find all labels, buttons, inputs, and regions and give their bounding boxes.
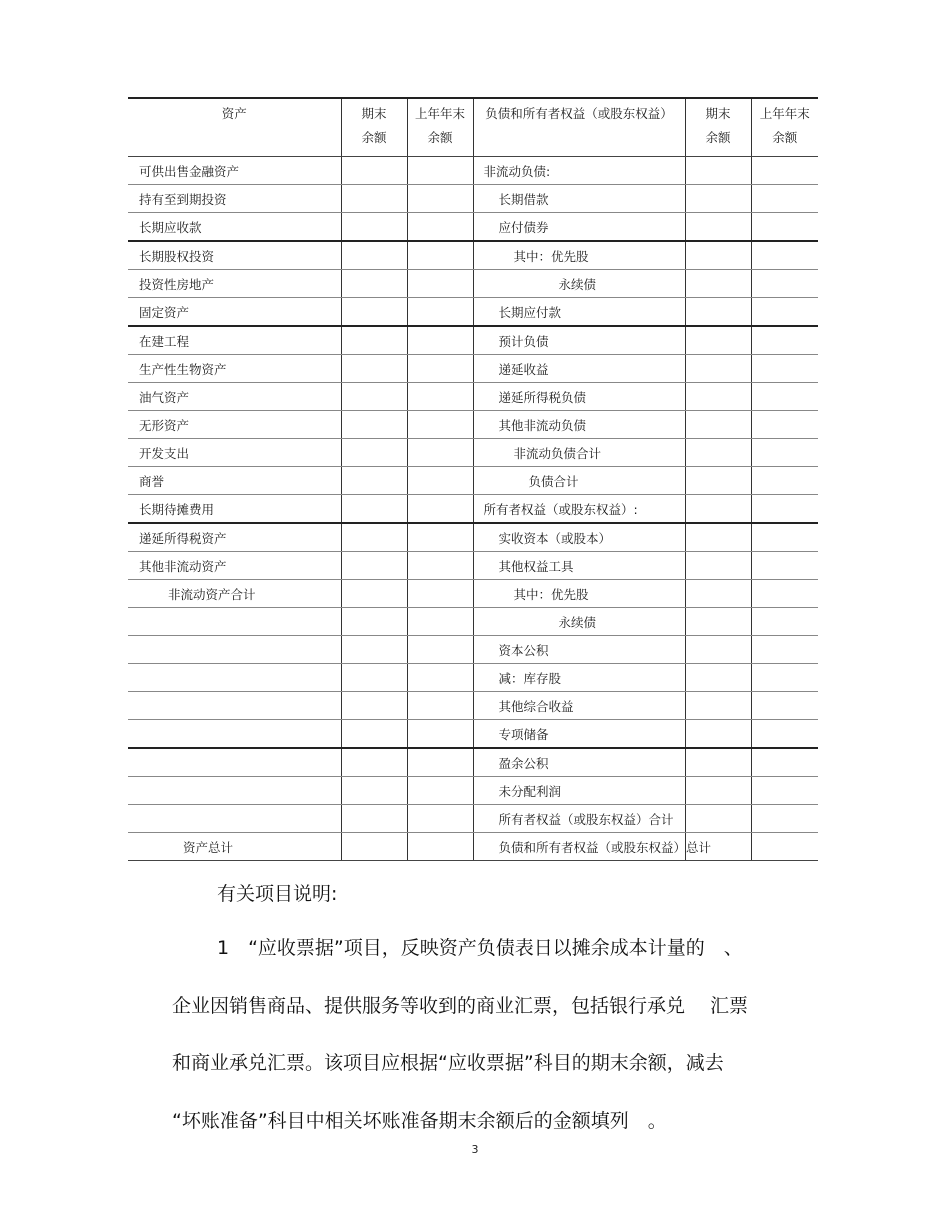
liability-label: 递延收益 xyxy=(473,355,685,383)
value-cell xyxy=(751,157,818,185)
value-cell xyxy=(685,580,751,608)
table-row xyxy=(128,213,818,242)
asset-label xyxy=(128,720,341,749)
value-cell xyxy=(407,383,473,411)
value-cell xyxy=(407,298,473,327)
header-prev-balance: 上年年末 余额 xyxy=(407,98,473,157)
liability-label: 其他权益工具 xyxy=(473,552,685,580)
value-cell xyxy=(341,185,407,213)
table-row xyxy=(128,298,818,327)
asset-label: 无形资产 xyxy=(128,411,341,439)
asset-label: 长期待摊费用 xyxy=(128,495,341,524)
liability-label: 永续债 xyxy=(473,608,685,636)
value-cell xyxy=(341,383,407,411)
liability-label: 应付债券 xyxy=(473,213,685,242)
liability-label: 长期应付款 xyxy=(473,298,685,327)
value-cell xyxy=(407,580,473,608)
value-cell xyxy=(751,777,818,805)
value-cell xyxy=(341,833,407,861)
value-cell xyxy=(685,777,751,805)
asset-label: 递延所得税资产 xyxy=(128,523,341,552)
liability-label: 专项储备 xyxy=(473,720,685,749)
value-cell xyxy=(751,495,818,524)
table-row xyxy=(128,664,818,692)
value-cell xyxy=(685,552,751,580)
table-row xyxy=(128,270,818,298)
liability-label: 非流动负债: xyxy=(473,157,685,185)
value-cell xyxy=(751,580,818,608)
header-prev-balance-2: 上年年末 余额 xyxy=(751,98,818,157)
page-number: 3 xyxy=(471,1143,479,1156)
value-cell xyxy=(341,552,407,580)
liability-label: 减：库存股 xyxy=(473,664,685,692)
value-cell xyxy=(685,439,751,467)
value-cell xyxy=(341,355,407,383)
liability-label: 盈余公积 xyxy=(473,748,685,777)
notes-heading: 有关项目说明: xyxy=(217,883,338,905)
value-cell xyxy=(341,411,407,439)
liability-label: 资本公积 xyxy=(473,636,685,664)
table-row xyxy=(128,467,818,495)
value-cell xyxy=(751,439,818,467)
value-cell xyxy=(751,833,818,861)
table-row xyxy=(128,411,818,439)
asset-label: 其他非流动资产 xyxy=(128,552,341,580)
table-row xyxy=(128,777,818,805)
value-cell xyxy=(341,326,407,355)
asset-label: 固定资产 xyxy=(128,298,341,327)
table-row xyxy=(128,805,818,833)
value-cell xyxy=(407,185,473,213)
asset-label xyxy=(128,608,341,636)
value-cell xyxy=(407,326,473,355)
value-cell xyxy=(407,608,473,636)
asset-label xyxy=(128,748,341,777)
value-cell xyxy=(751,411,818,439)
value-cell xyxy=(751,523,818,552)
value-cell xyxy=(751,467,818,495)
value-cell xyxy=(751,185,818,213)
value-cell xyxy=(341,720,407,749)
liability-label: 负债合计 xyxy=(473,467,685,495)
value-cell xyxy=(685,805,751,833)
value-cell xyxy=(407,664,473,692)
value-cell xyxy=(685,636,751,664)
notes-paragraph-line: 和商业承兑汇票。该项目应根据“应收票据”科目的期末余额，减去 xyxy=(172,1052,724,1074)
asset-label: 资产总计 xyxy=(128,833,341,861)
asset-label: 商誉 xyxy=(128,467,341,495)
asset-label: 可供出售金融资产 xyxy=(128,157,341,185)
value-cell xyxy=(685,298,751,327)
value-cell xyxy=(751,298,818,327)
liability-label: 其中：优先股 xyxy=(473,241,685,270)
value-cell xyxy=(341,777,407,805)
value-cell xyxy=(407,833,473,861)
value-cell xyxy=(685,664,751,692)
table-row xyxy=(128,833,818,861)
liability-label: 实收资本（或股本） xyxy=(473,523,685,552)
value-cell xyxy=(751,636,818,664)
liability-label: 未分配利润 xyxy=(473,777,685,805)
value-cell xyxy=(341,664,407,692)
value-cell xyxy=(407,805,473,833)
header-end-balance-2: 期末 余额 xyxy=(685,98,751,157)
table-row xyxy=(128,495,818,524)
asset-label: 油气资产 xyxy=(128,383,341,411)
notes-paragraph-line: 1 “应收票据”项目，反映资产负债表日以摊余成本计量的 、 xyxy=(217,937,743,959)
value-cell xyxy=(407,213,473,242)
asset-label: 长期股权投资 xyxy=(128,241,341,270)
notes-paragraph-line: “坏账准备”科目中相关坏账准备期末余额后的金额填列 。 xyxy=(172,1110,667,1132)
value-cell xyxy=(341,636,407,664)
value-cell xyxy=(407,720,473,749)
liability-label: 永续债 xyxy=(473,270,685,298)
liability-label: 非流动负债合计 xyxy=(473,439,685,467)
value-cell xyxy=(407,439,473,467)
asset-label: 非流动资产合计 xyxy=(128,580,341,608)
table-row xyxy=(128,692,818,720)
balance-sheet-table xyxy=(128,97,818,861)
header-assets: 资产 xyxy=(128,98,341,157)
value-cell xyxy=(407,355,473,383)
table-row xyxy=(128,439,818,467)
asset-label: 生产性生物资产 xyxy=(128,355,341,383)
value-cell xyxy=(407,467,473,495)
value-cell xyxy=(685,467,751,495)
value-cell xyxy=(751,355,818,383)
value-cell xyxy=(685,692,751,720)
value-cell xyxy=(407,241,473,270)
value-cell xyxy=(685,326,751,355)
value-cell xyxy=(685,720,751,749)
value-cell xyxy=(685,383,751,411)
table-row xyxy=(128,355,818,383)
table-row xyxy=(128,326,818,355)
value-cell xyxy=(341,467,407,495)
header-end-balance: 期末 余额 xyxy=(341,98,407,157)
value-cell xyxy=(751,213,818,242)
value-cell xyxy=(751,552,818,580)
value-cell xyxy=(751,664,818,692)
table-row xyxy=(128,748,818,777)
asset-label xyxy=(128,805,341,833)
table-row xyxy=(128,241,818,270)
value-cell xyxy=(751,270,818,298)
table-row xyxy=(128,608,818,636)
liability-label: 递延所得税负债 xyxy=(473,383,685,411)
liability-label: 所有者权益（或股东权益）合计 xyxy=(473,805,685,833)
value-cell xyxy=(341,439,407,467)
value-cell xyxy=(341,748,407,777)
value-cell xyxy=(341,523,407,552)
value-cell xyxy=(407,157,473,185)
table-row xyxy=(128,580,818,608)
asset-label: 持有至到期投资 xyxy=(128,185,341,213)
value-cell xyxy=(341,241,407,270)
value-cell xyxy=(751,241,818,270)
value-cell xyxy=(341,608,407,636)
value-cell xyxy=(341,580,407,608)
liability-label: 所有者权益（或股东权益）: xyxy=(473,495,685,524)
asset-label xyxy=(128,692,341,720)
value-cell xyxy=(685,185,751,213)
asset-label: 在建工程 xyxy=(128,326,341,355)
value-cell xyxy=(341,298,407,327)
liability-label: 负债和所有者权益（或股东权益）总计 xyxy=(473,833,685,861)
table-row xyxy=(128,383,818,411)
asset-label: 投资性房地产 xyxy=(128,270,341,298)
value-cell xyxy=(407,552,473,580)
value-cell xyxy=(685,495,751,524)
value-cell xyxy=(751,383,818,411)
value-cell xyxy=(685,748,751,777)
value-cell xyxy=(751,326,818,355)
value-cell xyxy=(407,495,473,524)
value-cell xyxy=(685,411,751,439)
value-cell xyxy=(685,270,751,298)
asset-label xyxy=(128,636,341,664)
value-cell xyxy=(751,608,818,636)
table-row xyxy=(128,185,818,213)
table-row xyxy=(128,636,818,664)
value-cell xyxy=(685,523,751,552)
liability-label: 其他非流动负债 xyxy=(473,411,685,439)
value-cell xyxy=(751,748,818,777)
table-row xyxy=(128,157,818,185)
liability-label: 预计负债 xyxy=(473,326,685,355)
notes-paragraph-line: 企业因销售商品、提供服务等收到的商业汇票，包括银行承兑 汇票 xyxy=(172,995,749,1017)
table-row xyxy=(128,720,818,749)
asset-label xyxy=(128,664,341,692)
liability-label: 其他综合收益 xyxy=(473,692,685,720)
table-row xyxy=(128,552,818,580)
liability-label: 其中：优先股 xyxy=(473,580,685,608)
value-cell xyxy=(341,213,407,242)
value-cell xyxy=(751,720,818,749)
table-header-row xyxy=(128,98,818,157)
value-cell xyxy=(407,523,473,552)
value-cell xyxy=(751,805,818,833)
value-cell xyxy=(685,608,751,636)
value-cell xyxy=(685,157,751,185)
value-cell xyxy=(407,748,473,777)
value-cell xyxy=(407,270,473,298)
table-row xyxy=(128,523,818,552)
value-cell xyxy=(685,355,751,383)
value-cell xyxy=(407,692,473,720)
value-cell xyxy=(407,411,473,439)
value-cell xyxy=(685,213,751,242)
asset-label: 开发支出 xyxy=(128,439,341,467)
value-cell xyxy=(341,270,407,298)
value-cell xyxy=(407,636,473,664)
liability-label: 长期借款 xyxy=(473,185,685,213)
header-liabilities-equity: 负债和所有者权益（或股东权益） xyxy=(473,98,685,157)
value-cell xyxy=(341,692,407,720)
value-cell xyxy=(341,495,407,524)
value-cell xyxy=(685,241,751,270)
value-cell xyxy=(341,805,407,833)
asset-label xyxy=(128,777,341,805)
value-cell xyxy=(407,777,473,805)
asset-label: 长期应收款 xyxy=(128,213,341,242)
value-cell xyxy=(751,692,818,720)
value-cell xyxy=(341,157,407,185)
